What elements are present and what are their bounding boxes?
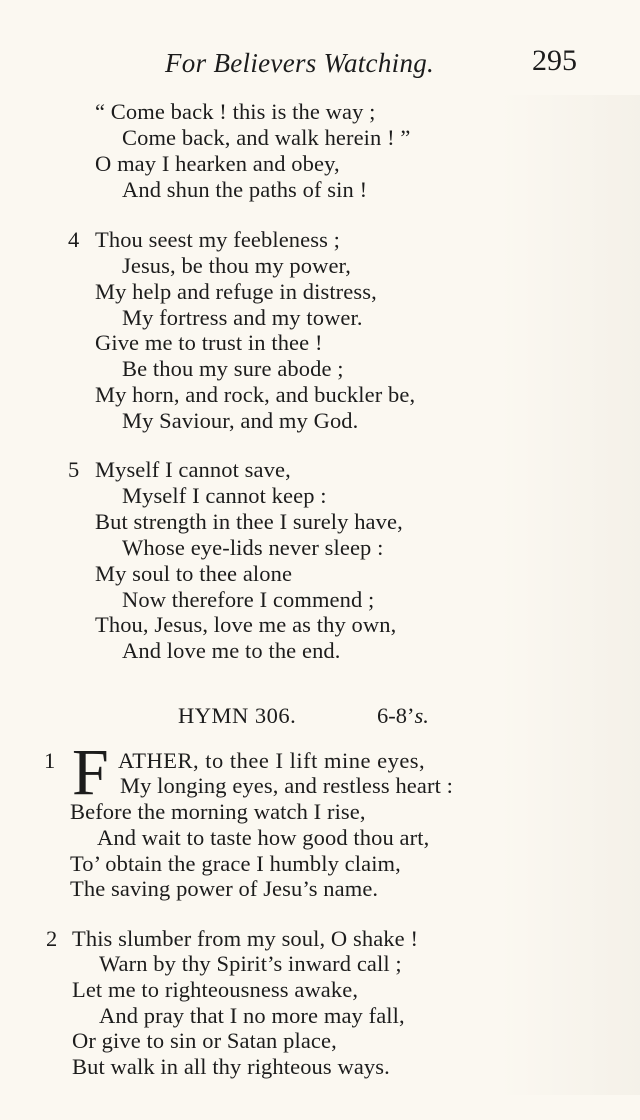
verse-line: My help and refuge in distress, xyxy=(95,279,377,304)
verse-line: Jesus, be thou my power, xyxy=(122,253,351,278)
verse-line: Warn by thy Spirit’s inward call ; xyxy=(99,951,402,976)
stanza-number: 2 xyxy=(46,926,58,951)
verse-line: Now therefore I commend ; xyxy=(122,587,375,612)
running-title: For Believers Watching. xyxy=(165,48,435,78)
hymn-title: HYMN 306. xyxy=(178,703,297,728)
verse-line: Thou, Jesus, love me as thy own, xyxy=(95,612,397,637)
verse-line: Thou seest my feebleness ; xyxy=(95,227,341,252)
verse-line: But walk in all thy righteous ways. xyxy=(72,1054,390,1079)
verse-line: My fortress and my tower. xyxy=(122,305,363,330)
verse-line: Or give to sin or Satan place, xyxy=(72,1028,337,1053)
verse-line: The saving power of Jesu’s name. xyxy=(70,876,379,901)
stanza-number: 4 xyxy=(68,227,80,252)
verse-line: And shun the paths of sin ! xyxy=(122,177,368,202)
verse-line: Whose eye-lids never sleep : xyxy=(122,535,384,560)
meter-suffix: s. xyxy=(414,703,429,728)
verse-line: Before the morning watch I rise, xyxy=(70,799,366,824)
meter-number: 6-8’ xyxy=(377,703,415,728)
verse-line: This slumber from my soul, O shake ! xyxy=(72,926,419,951)
page-number: 295 xyxy=(532,44,577,77)
verse-line: To’ obtain the grace I humbly claim, xyxy=(70,851,401,876)
verse-line: My horn, and rock, and buckler be, xyxy=(95,382,416,407)
verse-line: And love me to the end. xyxy=(122,638,341,663)
verse-line: My Saviour, and my God. xyxy=(122,408,359,433)
verse-line: Let me to righteousness awake, xyxy=(72,977,359,1002)
verse-line: O may I hearken and obey, xyxy=(95,151,340,176)
stanza-number: 1 xyxy=(44,748,56,773)
verse-line: “ Come back ! this is the way ; xyxy=(95,99,376,124)
verse-line: My soul to thee alone xyxy=(95,561,293,586)
verse-line: And wait to taste how good thou art, xyxy=(97,825,430,850)
hymn-meter xyxy=(377,703,429,729)
verse-line: Myself I cannot save, xyxy=(95,457,291,482)
verse-line: My longing eyes, and restless heart : xyxy=(120,773,454,798)
verse-line: Give me to trust in thee ! xyxy=(95,330,323,355)
verse-line: Myself I cannot keep : xyxy=(122,483,327,508)
drop-cap: F xyxy=(72,736,109,809)
verse-line: ATHER, to thee I lift mine eyes, xyxy=(118,748,426,773)
verse-line: And pray that I no more may fall, xyxy=(99,1003,405,1028)
verse-line: Be thou my sure abode ; xyxy=(122,356,344,381)
verse-line: But strength in thee I surely have, xyxy=(95,509,403,534)
bleed-through-shadow xyxy=(500,95,640,1095)
verse-line: Come back, and walk herein ! ” xyxy=(122,125,411,150)
stanza-number: 5 xyxy=(68,457,80,482)
